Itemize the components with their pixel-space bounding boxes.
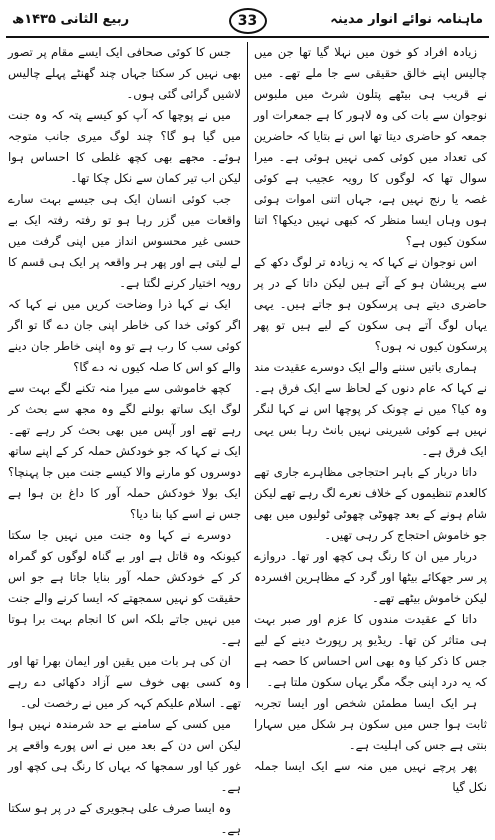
- paragraph: جب کوئی انسان ایک ہی جیسے بہت سارے واقعات میں گزر رہا ہو تو رفتہ رفتہ ایک بے حسی غیر محسوس انداز میں اپنی گرفت میں لے لیتی ہے اور پھر ہر واقعہ پر ایک ہی قسم کا رویہ اختیار کرنے لگتا ہے۔: [8, 192, 241, 290]
- paragraph: ان کی ہر بات میں یقین اور ایمان بھرا تھا اور وہ کسی بھی خوف سے آزاد دکھائی دے رہے تھے۔ اسلام علیکم کہہ کر میں نے رخصت لی۔: [8, 654, 241, 710]
- paragraph: دوسرے نے کہا وہ جنت میں نہیں جا سکتا کیونکہ وہ قاتل ہے اور بے گناہ لوگوں کو گمراہ کر کے خودکش حملہ آور بنایا جاتا ہے جو اس حقیقت کو نہیں سمجھتے کہ ایسا کرنے والے جنت میں نہیں جاتے بلکہ اس کا انجام بہت برا ہوتا ہے۔: [8, 528, 241, 647]
- paragraph: زیادہ افراد کو خون میں نہلا گیا تھا جن میں چالیس اپنے خالق حقیقی سے جا ملے تھے۔ میں نے قریب ہی بیٹھے پتلون شرٹ میں ملبوس نوجوان سے بات کی وہ لاہور کا ہے جمعرات اور جمعہ کو حاضری دیتا تھا اس نے بتایا کہ حاضرین کی تعداد میں کوئی کمی نہیں ہوئی ہے۔ میرا سوال تھا کہ لوگوں کا رویہ عجیب ہے کوئی غصہ یا رنج نہیں ہے، جہاں اتنی اموات ہوئی ہوں وہاں ایسا منظر کہ کبھی نہیں دیکھا؟ اتنا سکون کیوں ہے؟: [254, 45, 487, 248]
- page-header: [8, 6, 487, 36]
- paragraph: داتا دربار کے باہر احتجاجی مظاہرے جاری تھے کالعدم تنظیموں کے خلاف نعرے لگ رہے تھے لیکن شام ہونے کے بعد چھوٹی چھوٹی ٹولیوں میں بھی جو خاموش احتجاج کر رہی تھیں۔: [253, 465, 487, 542]
- left-column: [8, 42, 241, 836]
- paragraph: میں کسی کے سامنے بے حد شرمندہ نہیں ہوا لیکن اس دن کے بعد میں نے اس پورے واقعے پر غور کیا اور سمجھا کہ یہاں کا رنگ ہی کچھ اور ہے۔: [8, 717, 241, 794]
- paragraph: دربار میں ان کا رنگ ہی کچھ اور تھا۔ دروازے پر سر جھکائے بیٹھا اور گرد کے مظاہرین افسردہ لیکن خاموش بیٹھے تھے۔: [254, 549, 487, 605]
- paragraph: ایک نے کہا ذرا وضاحت کریں میں نے کہا کہ اگر کوئی خدا کی خاطر اپنی جان دے گا تو اگر کوئی سب کا رب ہے تو وہ اپنی خاطر جان دینے والے کو اس کا صلہ کیوں نہ دے گا؟: [8, 297, 241, 374]
- paragraph: کچھ خاموشی سے میرا منہ تکنے لگے بہت سے لوگ ایک ساتھ بولنے لگے وہ مجھ سے بحث کر رہے تھے اور آپس میں بھی بحث کر رہے تھے۔ ایک نے کہا کہ جو خودکش حملہ کر کے اپنے ساتھ دوسروں کو مارنے والا کیسے جنت میں جا پہنچا؟ ایک بولا خودکش حملہ آور کا داغ بن ہوا ہے جس نے اسے کیا بنا دیا؟: [8, 381, 241, 521]
- paragraph: ہر ایک ایسا مطمئن شخص اور ایسا تجربہ ثابت ہوا جس میں سکون ہر شکل میں سہارا بنتی ہے جس کی اہلیت ہے۔: [254, 696, 487, 752]
- paragraph: میں نے پوچھا کہ آپ کو کیسے پتہ کہ وہ جنت میں گیا ہو گا؟ چند لوگ میری جانب متوجہ ہوئے۔ مجھے بھی کچھ غلطی کا احساس ہوا لیکن اب تیر کمان سے نکل چکا تھا۔: [8, 108, 241, 185]
- page-number: 33: [229, 8, 267, 34]
- magazine-title: ماہنامہ نوائے انوار مدینہ: [330, 12, 483, 27]
- paragraph: پھر پرچے نہیں میں منہ سے ایک ایسا جملہ نکل گیا: [254, 759, 487, 794]
- paragraph: وہ ایسا صرف علی ہجویری کے در پر ہو سکتا ہے۔: [8, 801, 241, 836]
- paragraph: اس نوجوان نے کہا کہ یہ زیادہ تر لوگ دکھ کے سے پریشان ہو کے آتے ہیں لیکن داتا کے در پر حاضری دیتے ہی پرسکون ہو جاتے ہیں۔ یہی یہاں لوگ آتے ہی سکون کے لیے ہیں تو پھر پرسکون کیوں نہ ہوں؟: [254, 255, 487, 353]
- paragraph: ہماری باتیں سننے والے ایک دوسرے عقیدت مند نے کہا کہ عام دنوں کے لحاظ سے ایک فرق ہے۔ وہ کیا؟ میں نے چونک کر پوچھا اس نے کہا لنگر نہیں ہے کوئی شیرینی نہیں بانٹ رہا بس یہی ایک فرق ہے۔: [254, 360, 487, 458]
- right-column: [253, 42, 487, 794]
- paragraph: داتا کے عقیدت مندوں کا عزم اور صبر بہت ہی متاثر کن تھا۔ ریڈیو پر رپورٹ دینے کے لیے جس کا ذکر کیا وہ بھی اس احساس کا حصہ ہے کہ یہ درد اپنی جگہ مگر یہاں سکون ملتا ہے۔: [254, 612, 487, 689]
- column-divider: [247, 42, 248, 688]
- paragraph: جس کا کوئی صحافی ایک ایسے مقام پر تصور بھی نہیں کر سکتا جہاں چند گھنٹے پہلے چالیس لاشیں گرائی گئی ہوں۔: [8, 45, 241, 101]
- issue-date: ربیع الثانی ۱۴۳۵ھ: [12, 12, 130, 27]
- header-rule: [6, 36, 489, 38]
